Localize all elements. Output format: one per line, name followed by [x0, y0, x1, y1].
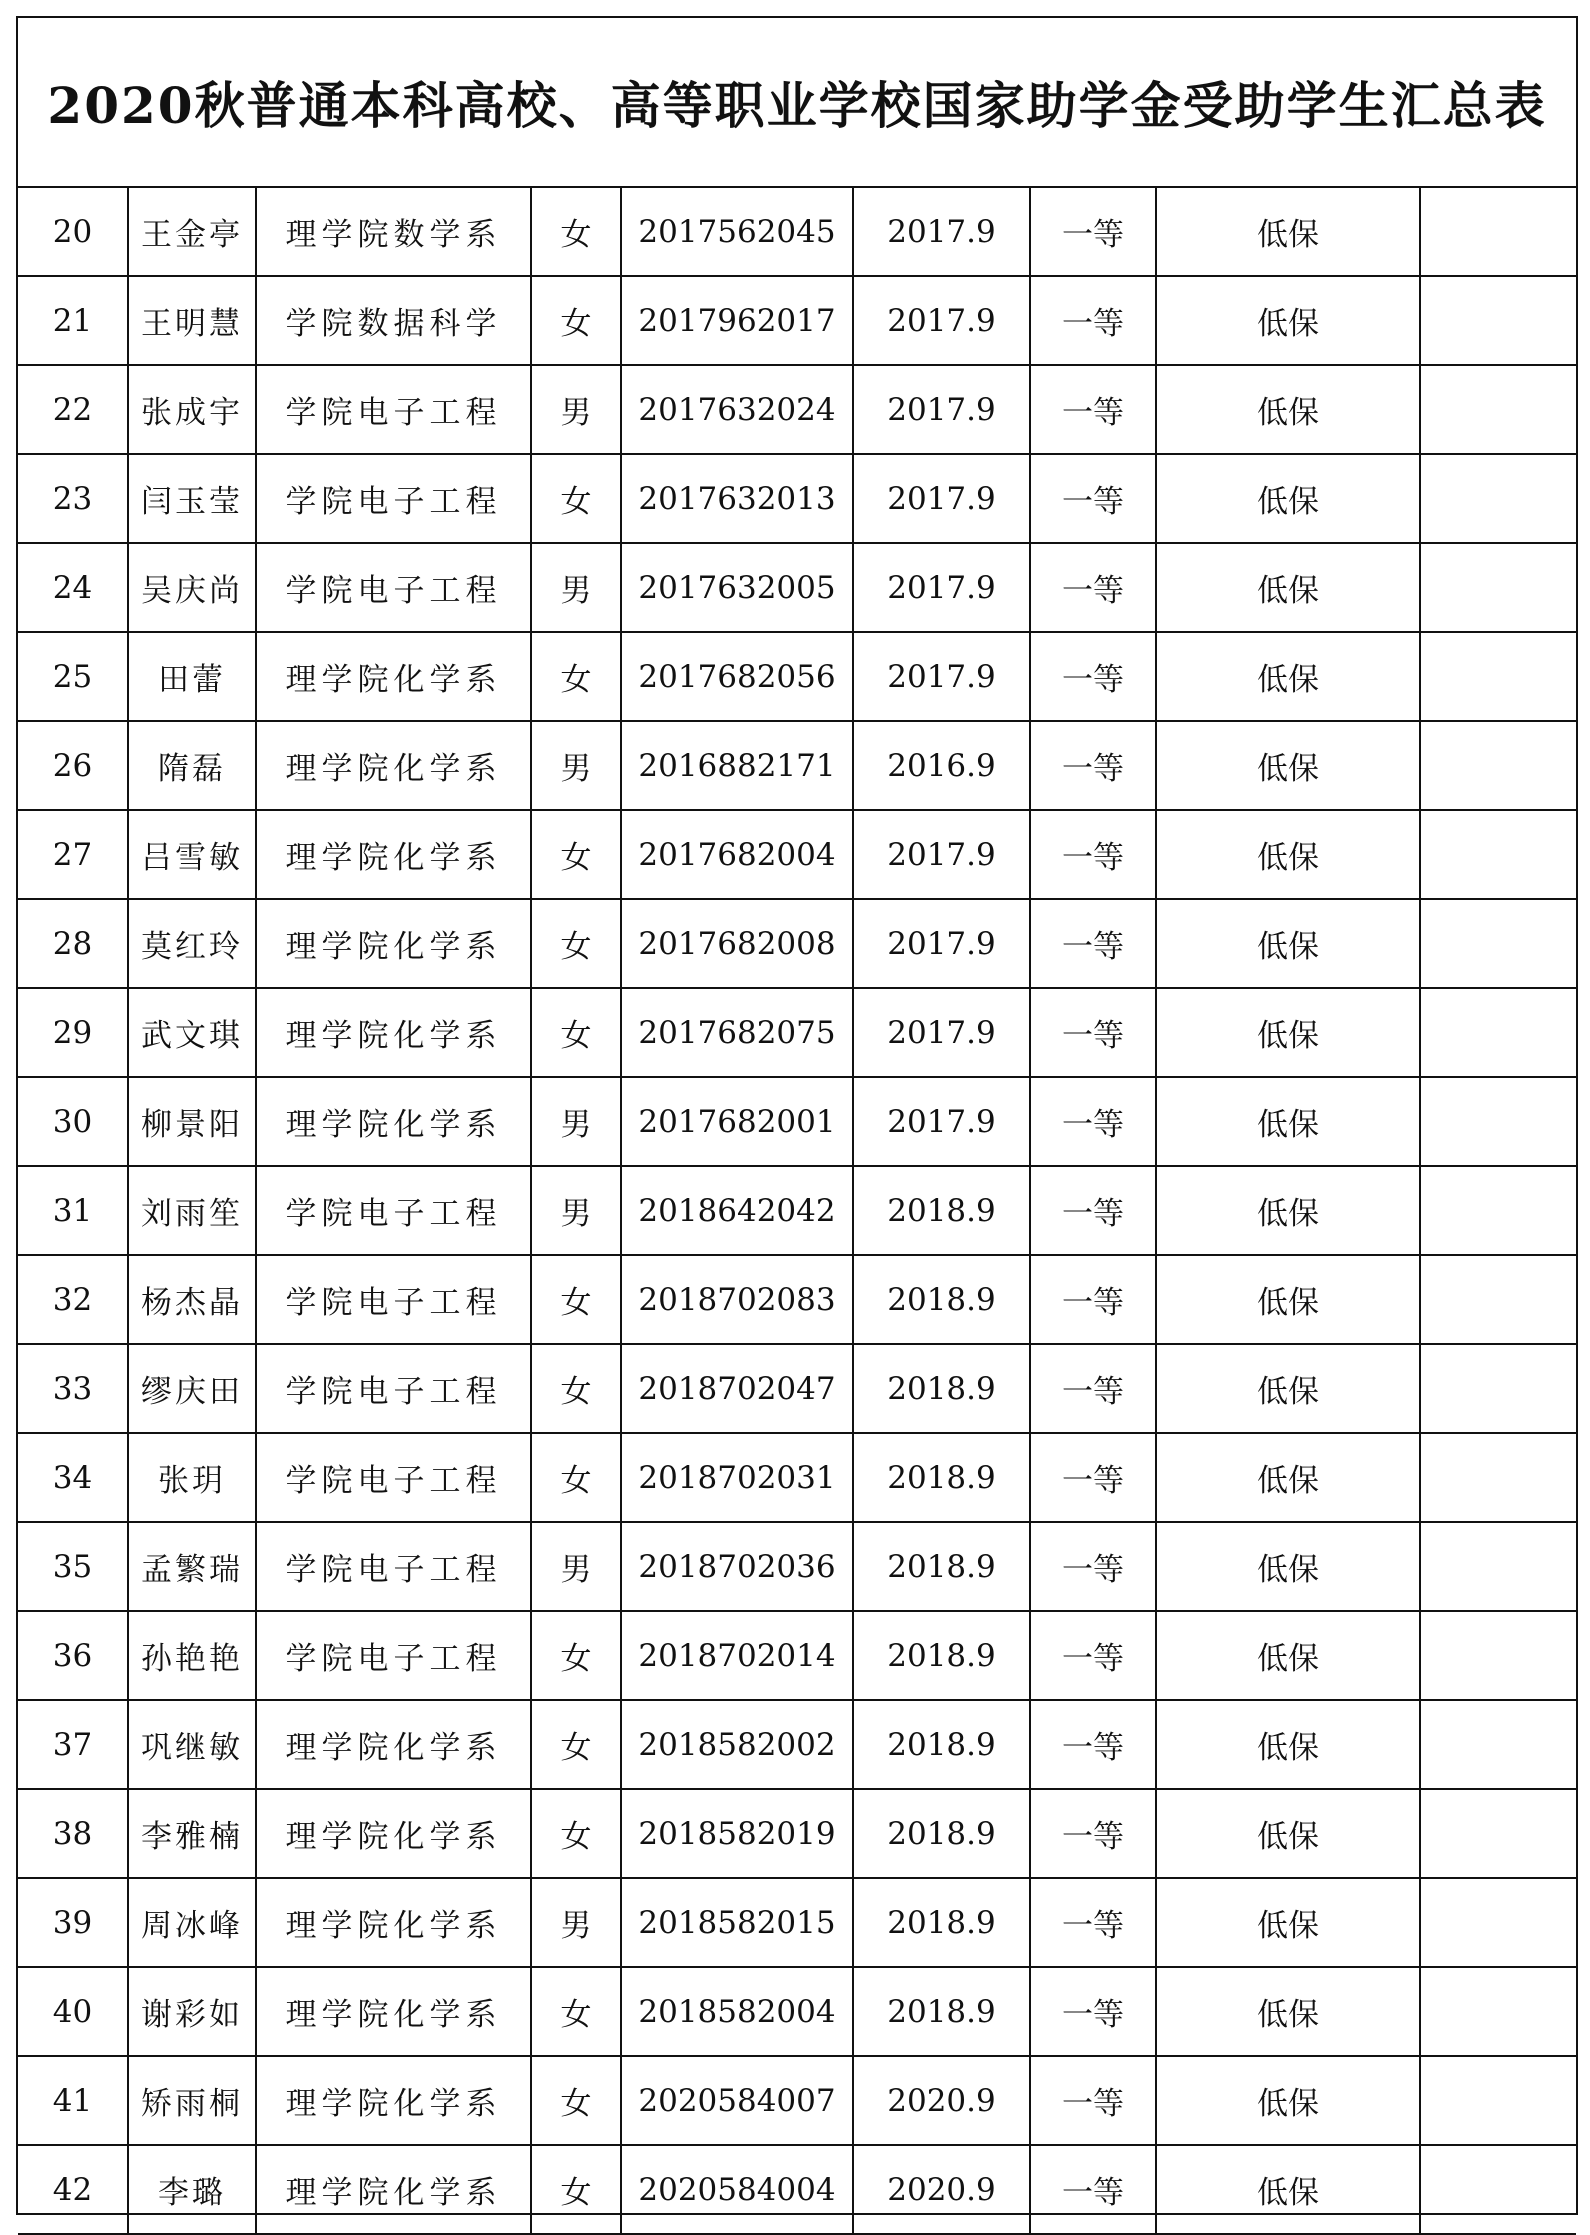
- student-name-cell: 缪庆田: [128, 1344, 256, 1433]
- student-id-cell: 2017682004: [621, 810, 853, 899]
- gender-cell: 男: [531, 1522, 621, 1611]
- student-id-cell: 2018702083: [621, 1255, 853, 1344]
- document-sheet: [16, 16, 1578, 2215]
- row-number-cell: 35: [18, 1522, 128, 1611]
- student-id-cell: 2018582015: [621, 1878, 853, 1967]
- enrollment-date-cell: 2017.9: [853, 543, 1030, 632]
- remarks-cell: [1420, 1700, 1576, 1789]
- row-number-cell: 26: [18, 721, 128, 810]
- student-id-cell: 2017682001: [621, 1077, 853, 1166]
- table-row: [18, 899, 1576, 988]
- student-id-cell: 2018642042: [621, 1166, 853, 1255]
- remarks-cell: [1420, 2145, 1576, 2234]
- remarks-cell: [1420, 810, 1576, 899]
- student-name-cell: 柳景阳: [128, 1077, 256, 1166]
- row-number-cell: 39: [18, 1878, 128, 1967]
- table-row: [18, 1700, 1576, 1789]
- table-row: [18, 988, 1576, 1077]
- enrollment-date-cell: 2016.9: [853, 721, 1030, 810]
- gender-cell: 男: [531, 721, 621, 810]
- document-title: 2020秋普通本科高校、高等职业学校国家助学金受助学生汇总表: [47, 76, 1547, 135]
- gender-cell: 女: [531, 188, 621, 276]
- enrollment-date-cell: 2020.9: [853, 2145, 1030, 2234]
- table-row: [18, 188, 1576, 276]
- department-cell: 理学院化学系: [256, 1700, 531, 1789]
- department-cell: 学院电子工程: [256, 543, 531, 632]
- hardship-type-cell: 低保: [1156, 543, 1420, 632]
- gender-cell: 女: [531, 1433, 621, 1522]
- student-name-cell: 谢彩如: [128, 1967, 256, 2056]
- remarks-cell: [1420, 1433, 1576, 1522]
- remarks-cell: [1420, 1878, 1576, 1967]
- remarks-cell: [1420, 1166, 1576, 1255]
- table-row: [18, 276, 1576, 365]
- gender-cell: 女: [531, 988, 621, 1077]
- hardship-type-cell: 低保: [1156, 1255, 1420, 1344]
- remarks-cell: [1420, 365, 1576, 454]
- department-cell: 理学院化学系: [256, 988, 531, 1077]
- hardship-type-cell: 低保: [1156, 632, 1420, 721]
- remarks-cell: [1420, 276, 1576, 365]
- grant-level-cell: 一等: [1030, 810, 1156, 899]
- department-cell: 学院电子工程: [256, 454, 531, 543]
- hardship-type-cell: 低保: [1156, 1166, 1420, 1255]
- enrollment-date-cell: 2017.9: [853, 188, 1030, 276]
- grant-level-cell: 一等: [1030, 276, 1156, 365]
- student-id-cell: 2017562045: [621, 188, 853, 276]
- hardship-type-cell: 低保: [1156, 188, 1420, 276]
- student-name-cell: 田蕾: [128, 632, 256, 721]
- enrollment-date-cell: 2017.9: [853, 810, 1030, 899]
- table-row: [18, 1255, 1576, 1344]
- grant-level-cell: 一等: [1030, 1344, 1156, 1433]
- gender-cell: 女: [531, 1967, 621, 2056]
- row-number-cell: 20: [18, 188, 128, 276]
- gender-cell: 女: [531, 454, 621, 543]
- grant-level-cell: 一等: [1030, 2145, 1156, 2234]
- student-name-cell: 张玥: [128, 1433, 256, 1522]
- student-name-cell: 周冰峰: [128, 1878, 256, 1967]
- hardship-type-cell: 低保: [1156, 810, 1420, 899]
- student-id-cell: 2018702031: [621, 1433, 853, 1522]
- student-id-cell: 2018582004: [621, 1967, 853, 2056]
- student-id-cell: 2017632013: [621, 454, 853, 543]
- row-number-cell: 31: [18, 1166, 128, 1255]
- table-row: [18, 543, 1576, 632]
- student-id-cell: 2016882171: [621, 721, 853, 810]
- enrollment-date-cell: 2018.9: [853, 1166, 1030, 1255]
- gender-cell: 女: [531, 2056, 621, 2145]
- remarks-cell: [1420, 632, 1576, 721]
- table-row: [18, 1611, 1576, 1700]
- enrollment-date-cell: 2018.9: [853, 1522, 1030, 1611]
- table-row: [18, 1344, 1576, 1433]
- row-number-cell: 25: [18, 632, 128, 721]
- table-row: [18, 1967, 1576, 2056]
- student-name-cell: 王明慧: [128, 276, 256, 365]
- table-row: [18, 1433, 1576, 1522]
- row-number-cell: 27: [18, 810, 128, 899]
- student-name-cell: 刘雨笙: [128, 1166, 256, 1255]
- hardship-type-cell: 低保: [1156, 1967, 1420, 2056]
- student-name-cell: 闫玉莹: [128, 454, 256, 543]
- hardship-type-cell: 低保: [1156, 721, 1420, 810]
- gender-cell: 女: [531, 1255, 621, 1344]
- student-name-cell: 武文琪: [128, 988, 256, 1077]
- gender-cell: 女: [531, 276, 621, 365]
- table-row: [18, 2056, 1576, 2145]
- table-row: [18, 365, 1576, 454]
- remarks-cell: [1420, 188, 1576, 276]
- department-cell: 学院电子工程: [256, 1255, 531, 1344]
- remarks-cell: [1420, 721, 1576, 810]
- remarks-cell: [1420, 1611, 1576, 1700]
- gender-cell: 男: [531, 1077, 621, 1166]
- hardship-type-cell: 低保: [1156, 1878, 1420, 1967]
- grant-level-cell: 一等: [1030, 632, 1156, 721]
- table-row: [18, 1077, 1576, 1166]
- gender-cell: 男: [531, 543, 621, 632]
- department-cell: 学院电子工程: [256, 1344, 531, 1433]
- hardship-type-cell: 低保: [1156, 276, 1420, 365]
- grant-level-cell: 一等: [1030, 1967, 1156, 2056]
- row-number-cell: 37: [18, 1700, 128, 1789]
- remarks-cell: [1420, 899, 1576, 988]
- student-name-cell: 杨杰晶: [128, 1255, 256, 1344]
- department-cell: 学院电子工程: [256, 1166, 531, 1255]
- hardship-type-cell: 低保: [1156, 2145, 1420, 2234]
- student-id-cell: 2017632024: [621, 365, 853, 454]
- table-row: [18, 632, 1576, 721]
- department-cell: 理学院化学系: [256, 1789, 531, 1878]
- enrollment-date-cell: 2020.9: [853, 2056, 1030, 2145]
- student-name-cell: 李雅楠: [128, 1789, 256, 1878]
- table-row: [18, 2145, 1576, 2234]
- student-name-cell: 王金亭: [128, 188, 256, 276]
- hardship-type-cell: 低保: [1156, 454, 1420, 543]
- student-id-cell: 2017682008: [621, 899, 853, 988]
- student-name-cell: 李璐: [128, 2145, 256, 2234]
- hardship-type-cell: 低保: [1156, 1522, 1420, 1611]
- row-number-cell: 30: [18, 1077, 128, 1166]
- remarks-cell: [1420, 1344, 1576, 1433]
- department-cell: 学院电子工程: [256, 365, 531, 454]
- department-cell: 理学院化学系: [256, 899, 531, 988]
- department-cell: 理学院化学系: [256, 2056, 531, 2145]
- table-row: [18, 1878, 1576, 1967]
- student-id-cell: 2018702036: [621, 1522, 853, 1611]
- row-number-cell: 34: [18, 1433, 128, 1522]
- student-id-cell: 2020584007: [621, 2056, 853, 2145]
- grant-level-cell: 一等: [1030, 1522, 1156, 1611]
- grant-level-cell: 一等: [1030, 721, 1156, 810]
- enrollment-date-cell: 2017.9: [853, 988, 1030, 1077]
- gender-cell: 女: [531, 810, 621, 899]
- row-number-cell: 40: [18, 1967, 128, 2056]
- row-number-cell: 24: [18, 543, 128, 632]
- hardship-type-cell: 低保: [1156, 365, 1420, 454]
- row-number-cell: 21: [18, 276, 128, 365]
- gender-cell: 男: [531, 1166, 621, 1255]
- hardship-type-cell: 低保: [1156, 899, 1420, 988]
- student-id-cell: 2018702014: [621, 1611, 853, 1700]
- table-row: [18, 810, 1576, 899]
- student-name-cell: 孙艳艳: [128, 1611, 256, 1700]
- hardship-type-cell: 低保: [1156, 1789, 1420, 1878]
- recipient-table: [18, 188, 1576, 2235]
- student-id-cell: 2018702047: [621, 1344, 853, 1433]
- enrollment-date-cell: 2018.9: [853, 1255, 1030, 1344]
- department-cell: 学院电子工程: [256, 1611, 531, 1700]
- remarks-cell: [1420, 988, 1576, 1077]
- hardship-type-cell: 低保: [1156, 2056, 1420, 2145]
- table-row: [18, 1789, 1576, 1878]
- hardship-type-cell: 低保: [1156, 1700, 1420, 1789]
- student-name-cell: 吕雪敏: [128, 810, 256, 899]
- enrollment-date-cell: 2018.9: [853, 1433, 1030, 1522]
- row-number-cell: 36: [18, 1611, 128, 1700]
- gender-cell: 女: [531, 632, 621, 721]
- row-number-cell: 22: [18, 365, 128, 454]
- remarks-cell: [1420, 1077, 1576, 1166]
- table-row: [18, 1522, 1576, 1611]
- gender-cell: 女: [531, 1344, 621, 1433]
- grant-level-cell: 一等: [1030, 1700, 1156, 1789]
- table-row: [18, 721, 1576, 810]
- enrollment-date-cell: 2018.9: [853, 1611, 1030, 1700]
- table-row: [18, 454, 1576, 543]
- remarks-cell: [1420, 454, 1576, 543]
- row-number-cell: 29: [18, 988, 128, 1077]
- hardship-type-cell: 低保: [1156, 988, 1420, 1077]
- student-id-cell: 2017682056: [621, 632, 853, 721]
- department-cell: 学院数据科学: [256, 276, 531, 365]
- remarks-cell: [1420, 2056, 1576, 2145]
- row-number-cell: 33: [18, 1344, 128, 1433]
- grant-level-cell: 一等: [1030, 188, 1156, 276]
- enrollment-date-cell: 2018.9: [853, 1967, 1030, 2056]
- student-name-cell: 孟繁瑞: [128, 1522, 256, 1611]
- grant-level-cell: 一等: [1030, 1077, 1156, 1166]
- enrollment-date-cell: 2017.9: [853, 632, 1030, 721]
- enrollment-date-cell: 2017.9: [853, 454, 1030, 543]
- enrollment-date-cell: 2017.9: [853, 365, 1030, 454]
- grant-level-cell: 一等: [1030, 1166, 1156, 1255]
- student-name-cell: 矫雨桐: [128, 2056, 256, 2145]
- student-name-cell: 莫红玲: [128, 899, 256, 988]
- grant-level-cell: 一等: [1030, 1433, 1156, 1522]
- department-cell: 学院电子工程: [256, 1522, 531, 1611]
- row-number-cell: 32: [18, 1255, 128, 1344]
- hardship-type-cell: 低保: [1156, 1611, 1420, 1700]
- student-id-cell: 2018582019: [621, 1789, 853, 1878]
- grant-level-cell: 一等: [1030, 2056, 1156, 2145]
- enrollment-date-cell: 2018.9: [853, 1344, 1030, 1433]
- department-cell: 理学院化学系: [256, 1878, 531, 1967]
- enrollment-date-cell: 2017.9: [853, 899, 1030, 988]
- gender-cell: 女: [531, 2145, 621, 2234]
- grant-level-cell: 一等: [1030, 899, 1156, 988]
- department-cell: 理学院化学系: [256, 810, 531, 899]
- student-id-cell: 2017962017: [621, 276, 853, 365]
- hardship-type-cell: 低保: [1156, 1344, 1420, 1433]
- enrollment-date-cell: 2018.9: [853, 1789, 1030, 1878]
- table-row: [18, 1166, 1576, 1255]
- department-cell: 理学院化学系: [256, 721, 531, 810]
- grant-level-cell: 一等: [1030, 1611, 1156, 1700]
- gender-cell: 女: [531, 1789, 621, 1878]
- department-cell: 理学院化学系: [256, 1967, 531, 2056]
- remarks-cell: [1420, 1522, 1576, 1611]
- remarks-cell: [1420, 1255, 1576, 1344]
- enrollment-date-cell: 2017.9: [853, 276, 1030, 365]
- student-name-cell: 巩继敏: [128, 1700, 256, 1789]
- enrollment-date-cell: 2018.9: [853, 1878, 1030, 1967]
- grant-level-cell: 一等: [1030, 454, 1156, 543]
- student-id-cell: 2020584004: [621, 2145, 853, 2234]
- student-name-cell: 吴庆尚: [128, 543, 256, 632]
- row-number-cell: 23: [18, 454, 128, 543]
- department-cell: 理学院化学系: [256, 2145, 531, 2234]
- grant-level-cell: 一等: [1030, 988, 1156, 1077]
- gender-cell: 女: [531, 899, 621, 988]
- student-id-cell: 2017682075: [621, 988, 853, 1077]
- grant-level-cell: 一等: [1030, 543, 1156, 632]
- grant-level-cell: 一等: [1030, 365, 1156, 454]
- enrollment-date-cell: 2017.9: [853, 1077, 1030, 1166]
- grant-level-cell: 一等: [1030, 1789, 1156, 1878]
- hardship-type-cell: 低保: [1156, 1077, 1420, 1166]
- row-number-cell: 38: [18, 1789, 128, 1878]
- enrollment-date-cell: 2018.9: [853, 1700, 1030, 1789]
- title-row: [18, 18, 1576, 188]
- remarks-cell: [1420, 1789, 1576, 1878]
- student-name-cell: 张成宇: [128, 365, 256, 454]
- student-id-cell: 2018582002: [621, 1700, 853, 1789]
- row-number-cell: 42: [18, 2145, 128, 2234]
- row-number-cell: 28: [18, 899, 128, 988]
- gender-cell: 女: [531, 1611, 621, 1700]
- grant-level-cell: 一等: [1030, 1255, 1156, 1344]
- department-cell: 理学院化学系: [256, 632, 531, 721]
- remarks-cell: [1420, 543, 1576, 632]
- gender-cell: 男: [531, 365, 621, 454]
- row-number-cell: 41: [18, 2056, 128, 2145]
- hardship-type-cell: 低保: [1156, 1433, 1420, 1522]
- student-name-cell: 隋磊: [128, 721, 256, 810]
- grant-level-cell: 一等: [1030, 1878, 1156, 1967]
- remarks-cell: [1420, 1967, 1576, 2056]
- department-cell: 理学院化学系: [256, 1077, 531, 1166]
- gender-cell: 男: [531, 1878, 621, 1967]
- department-cell: 学院电子工程: [256, 1433, 531, 1522]
- gender-cell: 女: [531, 1700, 621, 1789]
- department-cell: 理学院数学系: [256, 188, 531, 276]
- student-id-cell: 2017632005: [621, 543, 853, 632]
